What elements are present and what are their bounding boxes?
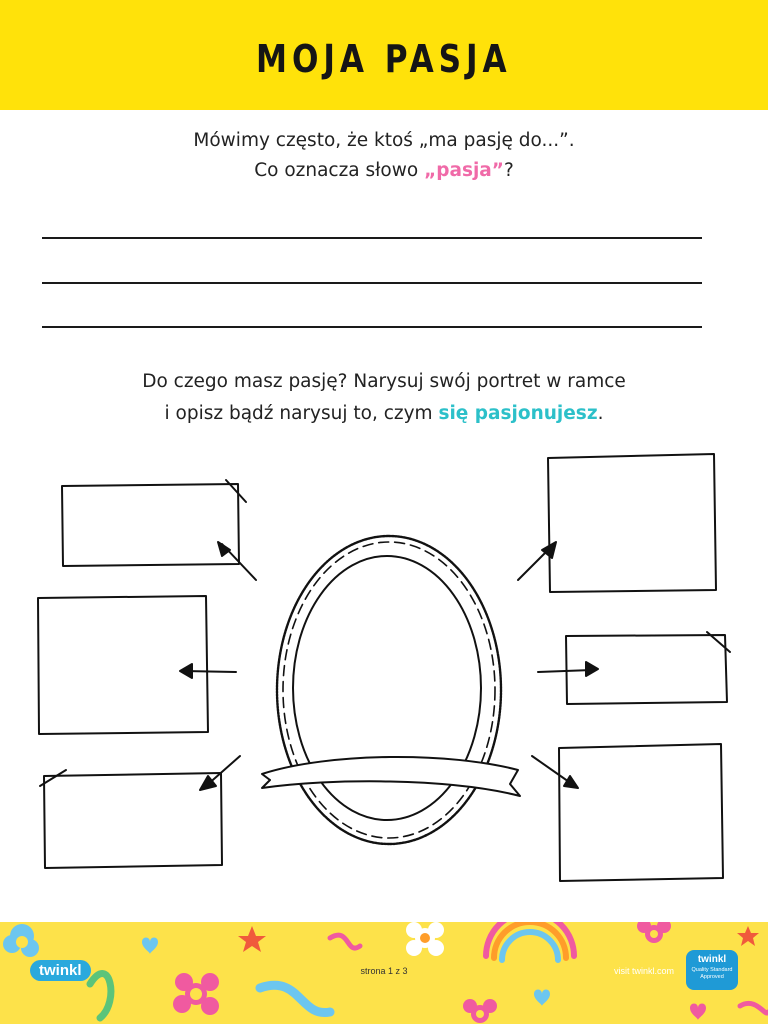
intro-line-2-start: Co oznacza słowo: [254, 160, 425, 181]
task-line-1: Do czego masz pasję? Narysuj swój portret w ramce: [142, 371, 626, 392]
quality-badge-icon: [686, 950, 738, 990]
squiggle-icon: [330, 935, 360, 948]
box-bottom-right[interactable]: [559, 744, 723, 881]
answer-line-3[interactable]: [42, 326, 702, 328]
task-instructions: [0, 366, 768, 430]
quality-badge-title: twinkl: [697, 954, 727, 965]
task-line-2: [0, 398, 768, 430]
task-line-2-end: .: [597, 403, 604, 424]
box-top-left[interactable]: [62, 480, 246, 566]
arrow-icon-middle-right: [538, 662, 598, 676]
star-icon: [737, 926, 759, 946]
squiggle-icon: [740, 1003, 768, 1013]
intro-line-2-end: ?: [503, 160, 514, 181]
star-icon: [238, 926, 266, 952]
arrow-icon-top-left: [218, 542, 256, 580]
arrow-icon-bottom-right: [532, 756, 578, 788]
drawing-area: [0, 440, 768, 910]
box-top-right[interactable]: [548, 454, 716, 592]
rainbow-icon: [486, 922, 574, 960]
answer-line-1[interactable]: [42, 237, 702, 239]
intro-question: [0, 126, 768, 186]
task-line-2-start: i opisz bądź narysuj to, czym: [164, 403, 439, 424]
intro-line-1: Mówimy często, że ktoś „ma pasję do...”.: [193, 130, 575, 151]
twinkl-logo: twinkl: [30, 960, 91, 981]
answer-line-2[interactable]: [42, 282, 702, 284]
page-title: MOJA PASJA: [256, 37, 512, 81]
flower-icon: [173, 973, 219, 1015]
flower-icon: [637, 922, 671, 943]
name-ribbon-banner[interactable]: [262, 757, 520, 796]
squiggle-icon: [260, 985, 330, 1012]
intro-line-2: [0, 156, 768, 186]
portrait-frame[interactable]: [277, 536, 501, 844]
page-number: strona 1 z 3: [360, 966, 408, 976]
heart-icon: [534, 990, 550, 1007]
heart-icon: [142, 938, 158, 955]
header-banner: [0, 0, 768, 110]
box-middle-left[interactable]: [38, 596, 208, 734]
quality-badge-subtitle: Quality Standard Approved: [691, 967, 733, 980]
flower-icon: [463, 999, 497, 1023]
flower-icon: [3, 924, 39, 957]
footer-banner: [0, 922, 768, 1024]
heart-icon: [690, 1004, 706, 1021]
visit-link[interactable]: visit twinkl.com: [613, 966, 674, 976]
intro-highlight-word: „pasja”: [424, 160, 504, 181]
task-highlight-phrase: się pasjonujesz: [438, 403, 598, 424]
flower-icon: [406, 922, 444, 956]
squiggle-icon: [90, 974, 111, 1018]
box-bottom-left[interactable]: [40, 770, 222, 868]
